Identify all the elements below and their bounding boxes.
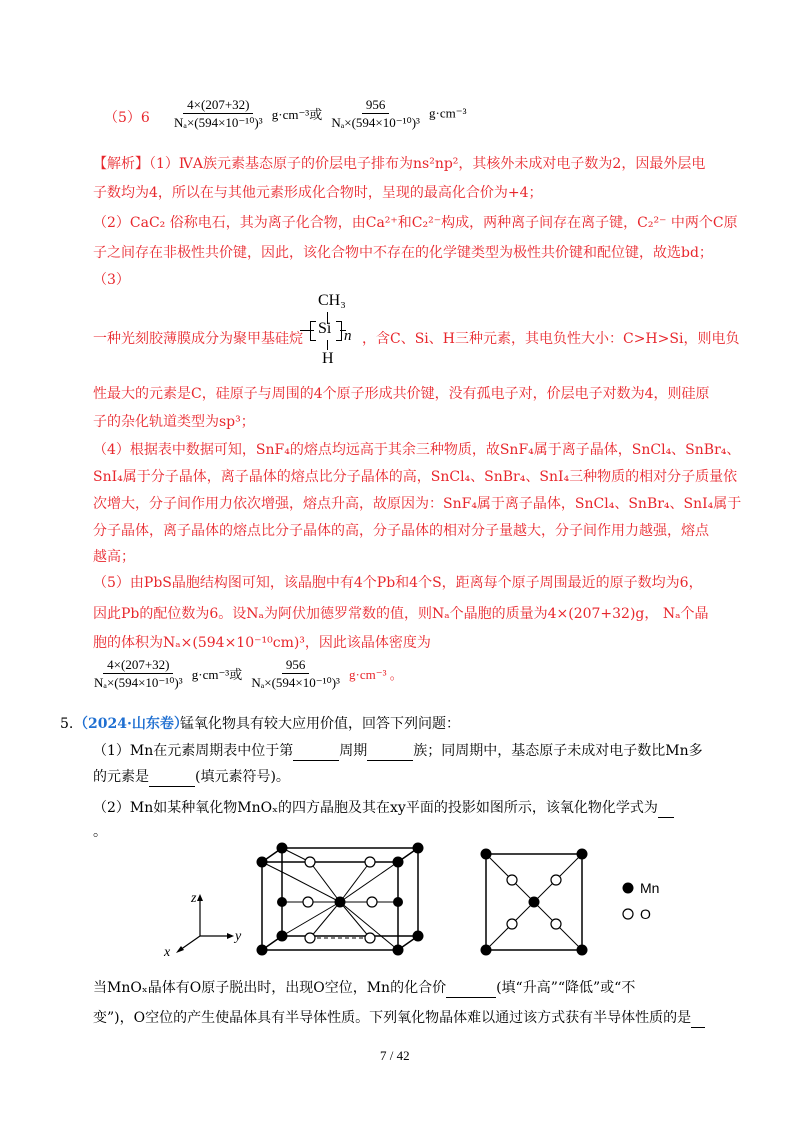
analysis-line-13: 越高； bbox=[93, 549, 135, 565]
analysis-line-7: 性最大的元素是C，硅原子与周围的4个原子形成共价键，没有孤电子对，价层电子对数为4，则硅原 bbox=[93, 386, 710, 402]
analysis-line-11: 次增大，分子间作用力依次增强，熔点升高，故原因为：SnF₄属于离子晶体，SnCl₄、SnBr₄、SnI₄属于 bbox=[93, 496, 742, 512]
answer-blank-oxide[interactable] bbox=[691, 1013, 705, 1028]
density-fraction-2-numerator: 956 bbox=[282, 656, 310, 674]
density-fraction-1-denominator: Nₐ×(594×10⁻¹⁰)³ bbox=[94, 675, 183, 690]
answer-blank-period[interactable] bbox=[293, 746, 339, 761]
question-part-1 bbox=[93, 741, 703, 761]
analysis-line-3: （2）CaC₂ 俗称电石，其为离子化合物，由Ca²⁺和C₂²⁻构成，两种离子间存在离子键，C₂²⁻ 中两个C原 bbox=[93, 215, 738, 231]
part-3-text-b: (填“升高”“降低”或“不 bbox=[496, 980, 636, 996]
analysis-line-15: 因此Pb的配位数为6。设Nₐ为阿伏加德罗常数的值，则Nₐ个晶胞的质量为4×(207+32)g， Nₐ个晶 bbox=[93, 606, 709, 622]
question-source: （2024·山东卷） bbox=[74, 716, 188, 732]
fraction-2-denominator: Nₐ×(594×10⁻¹⁰)³ bbox=[331, 115, 420, 130]
analysis-density-formula bbox=[90, 656, 403, 691]
analysis-line-10: SnI₄属于分子晶体，离子晶体的熔点比分子晶体的高，SnCl₄、SnBr₄、SnI₄三种物质的相对分子质量依 bbox=[93, 469, 738, 485]
density-fraction-2 bbox=[247, 656, 344, 691]
answer-blank-group[interactable] bbox=[367, 746, 413, 761]
part-4-text-a: 变”)，O空位的产生使晶体具有半导体性质。下列氧化物晶体难以通过该方式获有半导体性质的是 bbox=[93, 1010, 692, 1026]
part-1-text-d: 的元素是 bbox=[93, 769, 149, 785]
part-1-text-c: 族；同周期中，基态原子未成对电子数比Mn多 bbox=[413, 743, 703, 759]
question-part-2 bbox=[93, 798, 674, 818]
question-part-2-cont bbox=[93, 978, 635, 998]
analysis-line-5: （3） bbox=[93, 272, 130, 288]
answer-5-label: （5）6 bbox=[104, 110, 150, 126]
part-1-text-b: 周期 bbox=[339, 743, 368, 759]
unit-2: g·cm⁻³ bbox=[429, 105, 467, 121]
analysis-line-4: 子之间存在非极性共价键，因此，该化合物中不存在的化学键类型为极性共价键和配位键，故选bd； bbox=[93, 245, 713, 261]
analysis-line-6b: ，含C、Si、H三种元素，其电负性大小：C>H>Si，则电负 bbox=[362, 331, 740, 347]
density-fraction-2-denominator: Nₐ×(594×10⁻¹⁰)³ bbox=[251, 675, 340, 690]
fraction-1 bbox=[170, 96, 267, 131]
density-fraction-1 bbox=[90, 656, 187, 691]
fraction-2-numerator: 956 bbox=[362, 96, 390, 114]
analysis-line-6a: 一种光刻胶薄膜成分为聚甲基硅烷 bbox=[93, 331, 303, 347]
structure-bond-bottom bbox=[327, 340, 328, 350]
density-unit-1: g·cm⁻³或 bbox=[191, 667, 243, 682]
fraction-2 bbox=[327, 96, 424, 131]
structure-si: Si bbox=[318, 320, 332, 337]
legend-mn-icon bbox=[623, 883, 634, 894]
part-1-text-a: （1）Mn在元素周期表中位于第 bbox=[93, 743, 294, 759]
fraction-1-denominator: Nₐ×(594×10⁻¹⁰)³ bbox=[174, 115, 263, 130]
structure-bracket-right bbox=[336, 321, 342, 341]
structure-h: H bbox=[322, 350, 334, 367]
analysis-line-8: 子的杂化轨道类型为sp³； bbox=[93, 414, 255, 430]
axis-z-label: z bbox=[191, 891, 197, 906]
answer-blank-formula[interactable] bbox=[658, 803, 674, 818]
axes-icon bbox=[176, 894, 234, 953]
analysis-line-9: （4）根据表中数据可知，SnF₄的熔点均远高于其余三种物质，故SnF₄属于离子晶体，SnCl₄、SnBr₄、 bbox=[93, 442, 741, 458]
crystal-figure bbox=[150, 838, 690, 968]
question-part-1-cont bbox=[93, 767, 290, 787]
analysis-line-16: 胞的体积为Nₐ×(594×10⁻¹⁰cm)³，因此该晶体密度为 bbox=[93, 635, 431, 651]
structure-n: n bbox=[344, 328, 352, 344]
unit-1: g·cm⁻³或 bbox=[271, 107, 323, 122]
axis-x-label: x bbox=[164, 945, 171, 960]
part-1-text-e: (填元素符号)。 bbox=[195, 769, 290, 785]
part-2-text-a: （2）Mn如某种氧化物MnOₓ的四方晶胞及其在xy平面的投影如图所示，该氧化物化学式为 bbox=[93, 800, 658, 816]
analysis-line-12: 分子晶体，离子晶体的熔点比分子晶体的高，分子晶体的相对分子量越大，分子间作用力越强，熔点 bbox=[93, 523, 709, 539]
part-2-period: 。 bbox=[93, 824, 107, 840]
page-number: 7 / 42 bbox=[380, 1048, 410, 1063]
answer-blank-element[interactable] bbox=[149, 772, 195, 787]
question-number: 5. bbox=[60, 716, 74, 732]
question-part-2-cont-2 bbox=[93, 1008, 705, 1028]
density-unit-2: g·cm⁻³ 。 bbox=[349, 667, 403, 682]
analysis-line-2: 子数均为4，所以在与其他元素形成化合物时，呈现的最高化合价为+4； bbox=[93, 185, 543, 201]
axis-y-label: y bbox=[235, 929, 242, 944]
density-fraction-1-numerator: 4×(207+32) bbox=[103, 656, 173, 674]
fraction-1-numerator: 4×(207+32) bbox=[183, 96, 253, 114]
structure-ch3: CH₃ bbox=[318, 292, 346, 309]
answer-5-formula bbox=[170, 96, 467, 131]
part-3-text-a: 当MnOₓ晶体有O原子脱出时，出现O空位，Mn的化合价 bbox=[93, 980, 447, 996]
legend-o-label: O bbox=[640, 906, 651, 922]
legend-o-icon bbox=[623, 909, 633, 919]
polymethylsilane-structure bbox=[300, 290, 362, 370]
analysis-line-1: 【解析】（1）ⅣA族元素基态原子的价层电子排布为ns²np²，其核外未成对电子数为2，因最外层电 bbox=[93, 156, 706, 172]
analysis-line-14: （5）由PbS晶胞结构图可知，该晶胞中有4个Pb和4个S，距离每个原子周围最近的原子数均为6， bbox=[93, 575, 703, 591]
answer-blank-valence[interactable] bbox=[446, 983, 496, 998]
question-stem: 锰氧化物具有较大应用价值，回答下列问题： bbox=[180, 716, 460, 732]
structure-bracket-left bbox=[310, 321, 316, 341]
legend-mn-label: Mn bbox=[640, 880, 660, 896]
